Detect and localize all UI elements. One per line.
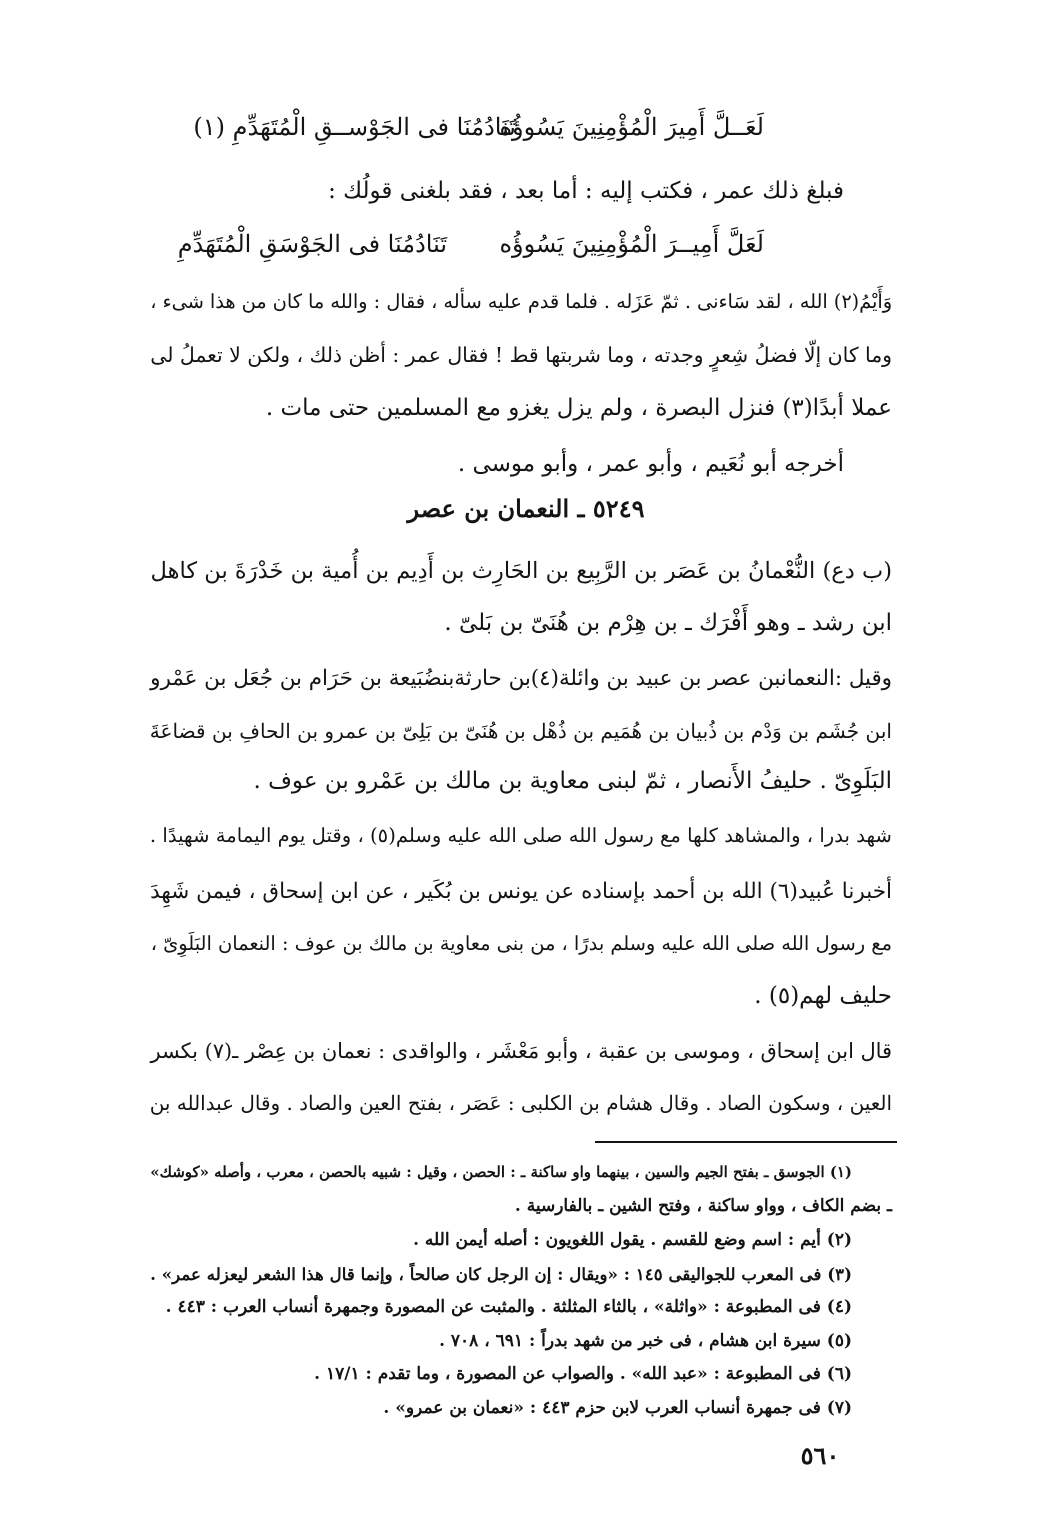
footnote-line: (٧) فى جمهرة أنساب العرب لابن حزم ٤٤٣ : «نعمان بن عمرو» .: [383, 1398, 852, 1418]
footnote-line: (١) الجوسق ـ بفتح الجيم والسين ، بينهما واو ساكنة ـ : الحصن ، وقيل : شبيه بالحصن ، معرب ، وأصله «كوشك»: [150, 1163, 852, 1181]
footnote-separator: [595, 1141, 897, 1143]
entry-line: ابن رشد ـ وهو أَفْرَك ـ بن هِرْم بن هُنَىّ بن بَلىّ .: [444, 610, 892, 636]
footnote-line: (٦) فى المطبوعة : «عبد الله» . والصواب عن المصورة ، وما تقدم : ١٧/١ .: [314, 1364, 852, 1384]
footnote-line: ـ بضم الكاف ، وواو ساكنة ، وفتح الشين ـ بالفارسية .: [514, 1196, 892, 1216]
entry-line: حليف لهم(٥) .: [754, 983, 892, 1009]
entry-line: العين ، وسكون الصاد . وقال هشام بن الكلبى : عَصَر ، بفتح العين والصاد . وقال عبدالله بن: [149, 1091, 892, 1115]
verse-intro-line: فبلغ ذلك عمر ، فكتب إليه : أما بعد ، فقد بلغنى قولُك :: [328, 178, 844, 204]
entry-line: (ب دع) النُّعْمانُ بن عَصَر بن الرَّبِيع بن الحَارِث بن أَدِيم بن أُمية بن خَدْرَةَ بن كاهل: [150, 558, 892, 584]
entry-line: البَلَوِىّ . حليفُ الأَنصار ، ثمّ لبنى معاوية بن مالك بن عَمْرو بن عوف .: [253, 768, 892, 794]
body-line: أخرجه أبو نُعَيم ، وأبو عمر ، وأبو موسى .: [457, 451, 844, 477]
footnote-line: (٢) أيم : اسم وضع للقسم . يقول اللغويون : أصله أيمن الله .: [413, 1230, 852, 1250]
page-number: ٥٦٠: [800, 1441, 840, 1470]
verse-2-second-hemistich: تَنَادُمُنَا فى الجَوْسَقِ الْمُتَهَدِّمِ: [177, 230, 447, 258]
entry-line: قال ابن إسحاق ، وموسى بن عقبة ، وأبو مَعْشَر ، والواقدى : نعمان بن عِصْر ـ(٧) بكسر: [150, 1039, 892, 1063]
footnote-line: (٤) فى المطبوعة : «واثلة» ، بالثاء المثلثة . والمثبت عن المصورة وجمهرة أنساب العرب : ٤٤٣ .: [165, 1297, 852, 1317]
footnote-line: (٣) فى المعرب للجواليقى ١٤٥ : «ويقال : إن الرجل كان صالحاً ، وإنما قال هذا الشعر ليعزله عمر» .: [150, 1264, 852, 1284]
body-line: وَأَيْمُ(٢) الله ، لقد سَاءنى . ثمّ عَزَله . فلما قدم عليه سأله ، فقال : والله ما كان من هذا شىء ،: [150, 290, 892, 313]
entry-line: وقيل :النعمانبن عصر بن عبيد بن وائلة(٤)بن حارثةبنضُبَيعة بن حَرَام بن جُعَل بن عَمْرو: [150, 666, 892, 691]
entry-line: ابن جُشَم بن وَدْم بن ذُبيان بن هُمَيم بن ذُهْل بن هُنَىّ بن بَلِىّ بن عمرو بن الحافِ بن قضاعَةَ: [149, 719, 892, 743]
body-line: وما كان إلّا فضلُ شِعرٍ وجدته ، وما شربتها قط ! فقال عمر : أظن ذلك ، ولكن لا تعملُ لى: [150, 343, 892, 367]
body-line: عملا أبدًا(٣) فنزل البصرة ، ولم يزل يغزو مع المسلمين حتى مات .: [265, 395, 892, 421]
entry-line: أخبرنا عُبيد(٦) الله بن أحمد بإسناده عن يونس بن بُكَير ، عن ابن إسحاق ، فيمن شَهِدَ: [150, 879, 892, 904]
verse-2-first-hemistich: لَعَلَّ أَمِيــرَ الْمُؤْمِنِينَ يَسُوؤُه: [499, 230, 764, 258]
footnote-line: (٥) سيرة ابن هشام ، فى خبر من شهد بدراً : ٦٩١ ، ٧٠٨ .: [439, 1331, 852, 1351]
verse-1-first-hemistich: لَعَــلَّ أَمِيرَ الْمُؤْمِنِينَ يَسُوؤُه: [499, 113, 764, 141]
entry-line: مع رسول الله صلى الله عليه وسلم بدرًا ، من بنى معاوية بن مالك بن عوف : النعمان البَلَوِىّ ،: [150, 932, 892, 955]
verse-1-second-hemistich: تَنَادُمُنَا فى الجَوْســقِ الْمُتَهَدِّمِ (١): [193, 113, 516, 141]
entry-line: شهد بدرا ، والمشاهد كلها مع رسول الله صلى الله عليه وسلم(٥) ، وقتل يوم اليمامة شهيدًا .: [149, 824, 892, 847]
entry-title: ٥٢٤٩ ـ النعمان بن عصر: [407, 494, 645, 523]
